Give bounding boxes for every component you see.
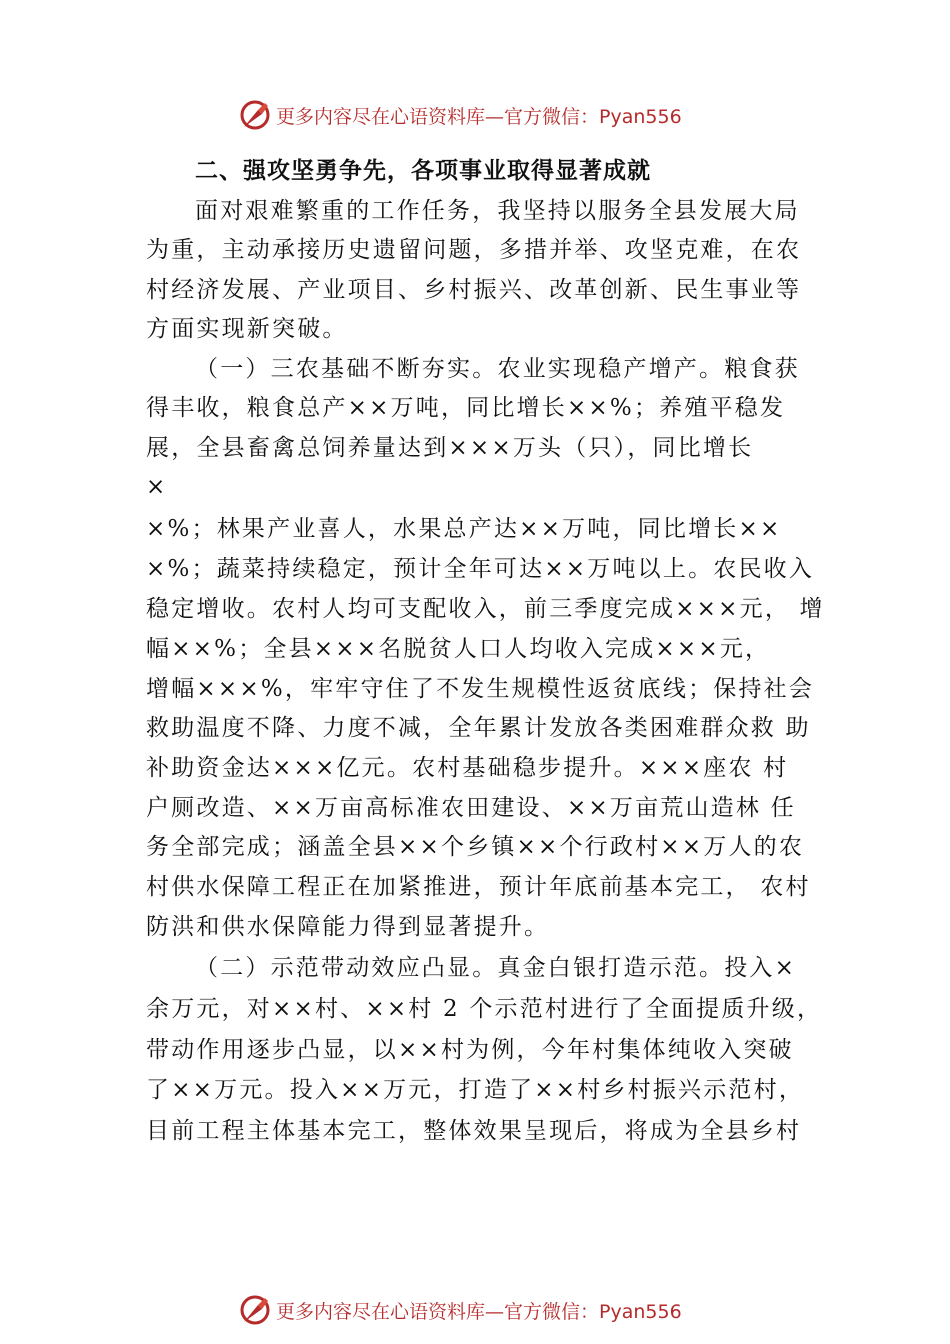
text-line: 救助温度不降、力度不减，全年累计发放各类困难群众救 助 [146, 715, 811, 741]
header-watermark [238, 95, 758, 135]
watermark-brand: 更多内容尽在心语资料库 [276, 105, 486, 128]
text-line: 面对艰难繁重的工作任务，我坚持以服务全县发展大局 [195, 198, 800, 224]
text-line: × [146, 474, 168, 500]
footer-watermark [238, 1290, 758, 1330]
section-heading: 二、强攻坚勇争先，各项事业取得显著成就 [195, 158, 651, 184]
text-line: 务全部完成；涵盖全县××个乡镇××个行政村××万人的农 [146, 834, 805, 860]
text-line: 村供水保障工程正在加紧推进，预计年底前基本完工， 农村 [146, 874, 811, 900]
text-line: 方面实现新突破。 [146, 316, 348, 342]
pen-nib-seal-icon [238, 98, 272, 132]
watermark-separator: — [485, 1300, 505, 1323]
text-line: 补助资金达×××亿元。农村基础稳步提升。×××座农 村 [146, 755, 789, 781]
text-line: 增幅×××%，牢牢守住了不发生规模性返贫底线；保持社会 [146, 676, 815, 702]
text-line: 为重，主动承接历史遗留问题，多措并举、攻坚克难，在农 [146, 237, 802, 263]
watermark-wechat-id: Pyan556 [599, 1300, 682, 1323]
text-line: 幅××%；全县×××名脱贫人口人均收入完成×××元， [146, 636, 771, 662]
text-line: 带动作用逐步凸显，以××村为例，今年村集体纯收入突破 [146, 1037, 794, 1063]
text-line: ×%；蔬菜持续稳定，预计全年可达××万吨以上。农民收入 [146, 556, 815, 582]
watermark-wechat-label: 官方微信： [504, 1300, 600, 1323]
text-line: 余万元，对××村、××村 2 个示范村进行了全面提质升级， [146, 996, 823, 1022]
text-line: 展，全县畜禽总饲养量达到×××万头（只），同比增长 [146, 435, 754, 461]
watermark-brand: 更多内容尽在心语资料库 [276, 1300, 486, 1323]
pen-nib-seal-icon [238, 1293, 272, 1327]
text-line: 了××万元。投入××万元，打造了××村乡村振兴示范村， [146, 1077, 805, 1103]
watermark-wechat-id: Pyan556 [599, 105, 682, 128]
text-line: 防洪和供水保障能力得到显著提升。 [146, 914, 550, 940]
watermark-wechat-label: 官方微信： [504, 105, 600, 128]
text-line: （一）三农基础不断夯实。农业实现稳产增产。粮食获 [195, 356, 800, 382]
text-line: ×%；林果产业喜人，水果总产达××万吨，同比增长×× [146, 516, 782, 542]
watermark-separator: — [485, 105, 505, 128]
text-line: 得丰收，粮食总产××万吨，同比增长××%；养殖平稳发 [146, 395, 786, 421]
text-line: 目前工程主体基本完工，整体效果呈现后，将成为全县乡村 [146, 1118, 802, 1144]
text-line: 稳定增收。农村人均可支配收入，前三季度完成×××元， 增 [146, 596, 825, 622]
text-line: 村经济发展、产业项目、乡村振兴、改革创新、民生事业等 [146, 277, 802, 303]
text-line: 户厕改造、××万亩高标准农田建设、××万亩荒山造林 任 [146, 795, 796, 821]
text-line: （二）示范带动效应凸显。真金白银打造示范。投入× [195, 955, 797, 981]
